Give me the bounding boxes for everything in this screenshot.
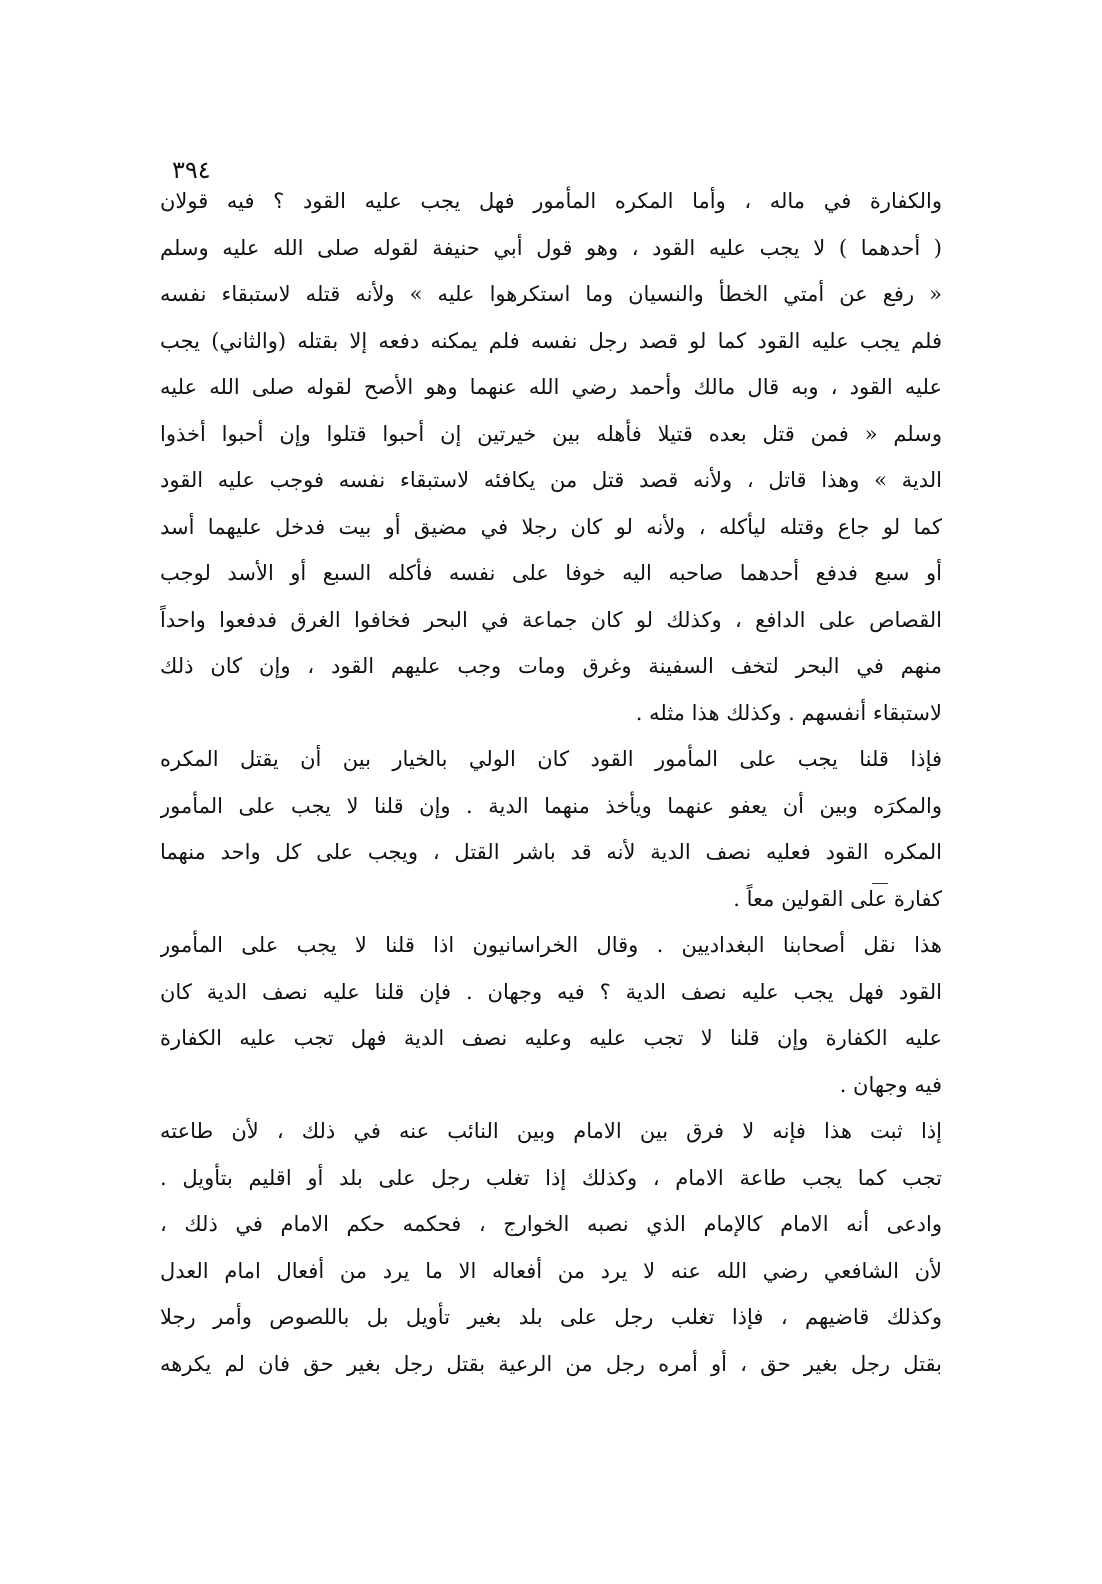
text-line: هذا نقل أصحابنا البغداديين . وقال الخراسانيون اذا قلنا لا يجب على المأمور xyxy=(160,933,942,957)
text-line: كفارة على القولين معاً . xyxy=(733,886,942,911)
text-line: فلم يجب عليه القود كما لو قصد رجل نفسه فلم يمكنه دفعه إلا بقتله (والثاني) يجب xyxy=(160,328,942,353)
text-line: أو سبع فدفع أحدهما صاحبه اليه خوفا على نفسه فأكله السبع أو الأسد لوجب xyxy=(160,561,942,585)
text-line: ( أحدهما ) لا يجب عليه القود ، وهو قول أبي حنيفة لقوله صلى الله عليه وسلم xyxy=(160,235,942,260)
text-line: لاستبقاء أنفسهم . وكذلك هذا مثله . xyxy=(635,700,942,725)
text-line: وكذلك قاضيهم ، فإذا تغلب رجل على بلد بغير تأويل بل باللصوص وأمر رجلا xyxy=(160,1305,942,1329)
text-line: والكفارة في ماله ، وأما المكره المأمور فهل يجب عليه القود ؟ فيه قولان xyxy=(160,189,942,213)
text-line: القود فهل يجب عليه نصف الدية ؟ فيه وجهان . فإن قلنا عليه نصف الدية كان xyxy=(160,979,942,1004)
text-line: فيه وجهان . xyxy=(839,1072,942,1097)
text-line: إذا ثبت هذا فإنه لا فرق بين الامام وبين النائب عنه في ذلك ، لأن طاعته xyxy=(160,1119,942,1143)
text-line: تجب كما يجب طاعة الامام ، وكذلك إذا تغلب رجل على بلد أو اقليم بتأويل . xyxy=(160,1165,942,1190)
text-line: والمكرَه وبين أن يعفو عنهما ويأخذ منهما الدية . وإن قلنا لا يجب على المأمور xyxy=(160,793,942,818)
text-line: فإذا قلنا يجب على المأمور القود كان الولي بالخيار بين أن يقتل المكره xyxy=(160,747,942,771)
text-line: الدية » وهذا قاتل ، ولأنه قصد قتل من يكافئه لاستبقاء نفسه فوجب عليه القود xyxy=(160,468,942,492)
text-line: « رفع عن أمتي الخطأ والنسيان وما استكرهوا عليه » ولأنه قتله لاستبقاء نفسه xyxy=(160,282,942,306)
text-line: لأن الشافعي رضي الله عنه لا يرد من أفعاله الا ما يرد من أفعال امام العدل xyxy=(160,1258,942,1283)
text-line: عليه الكفارة وإن قلنا لا تجب عليه وعليه نصف الدية فهل تجب عليه الكفارة xyxy=(160,1026,942,1050)
text-line: عليه القود ، وبه قال مالك وأحمد رضي الله عنهما وهو الأصح لقوله صلى الله عليه xyxy=(160,375,942,399)
text-line: منهم في البحر لتخف السفينة وغرق ومات وجب عليهم القود ، وإن كان ذلك xyxy=(160,654,942,678)
text-line: بقتل رجل بغير حق ، أو أمره رجل من الرعية بقتل رجل بغير حق فان لم يكرهه xyxy=(160,1351,942,1376)
text-line: كما لو جاع وقتله ليأكله ، ولأنه لو كان رجلا في مضيق أو بيت فدخل عليهما أسد xyxy=(160,514,942,539)
text-line: المكره القود فعليه نصف الدية لأنه قد باشر القتل ، ويجب على كل واحد منهما xyxy=(160,840,942,864)
text-line: وسلم « فمن قتل بعده قتيلا فأهله بين خيرتين إن أحبوا قتلوا وإن أحبوا أخذوا xyxy=(160,421,942,446)
text-line: القصاص على الدافع ، وكذلك لو كان جماعة في البحر فخافوا الغرق فدفعوا واحداً xyxy=(160,607,942,632)
text-line: وادعى أنه الامام كالإمام الذي نصبه الخوارج ، فحكمه حكم الامام في ذلك ، xyxy=(160,1212,942,1236)
page-number: ٣٩٤ xyxy=(172,156,211,184)
body-text xyxy=(160,178,942,1387)
